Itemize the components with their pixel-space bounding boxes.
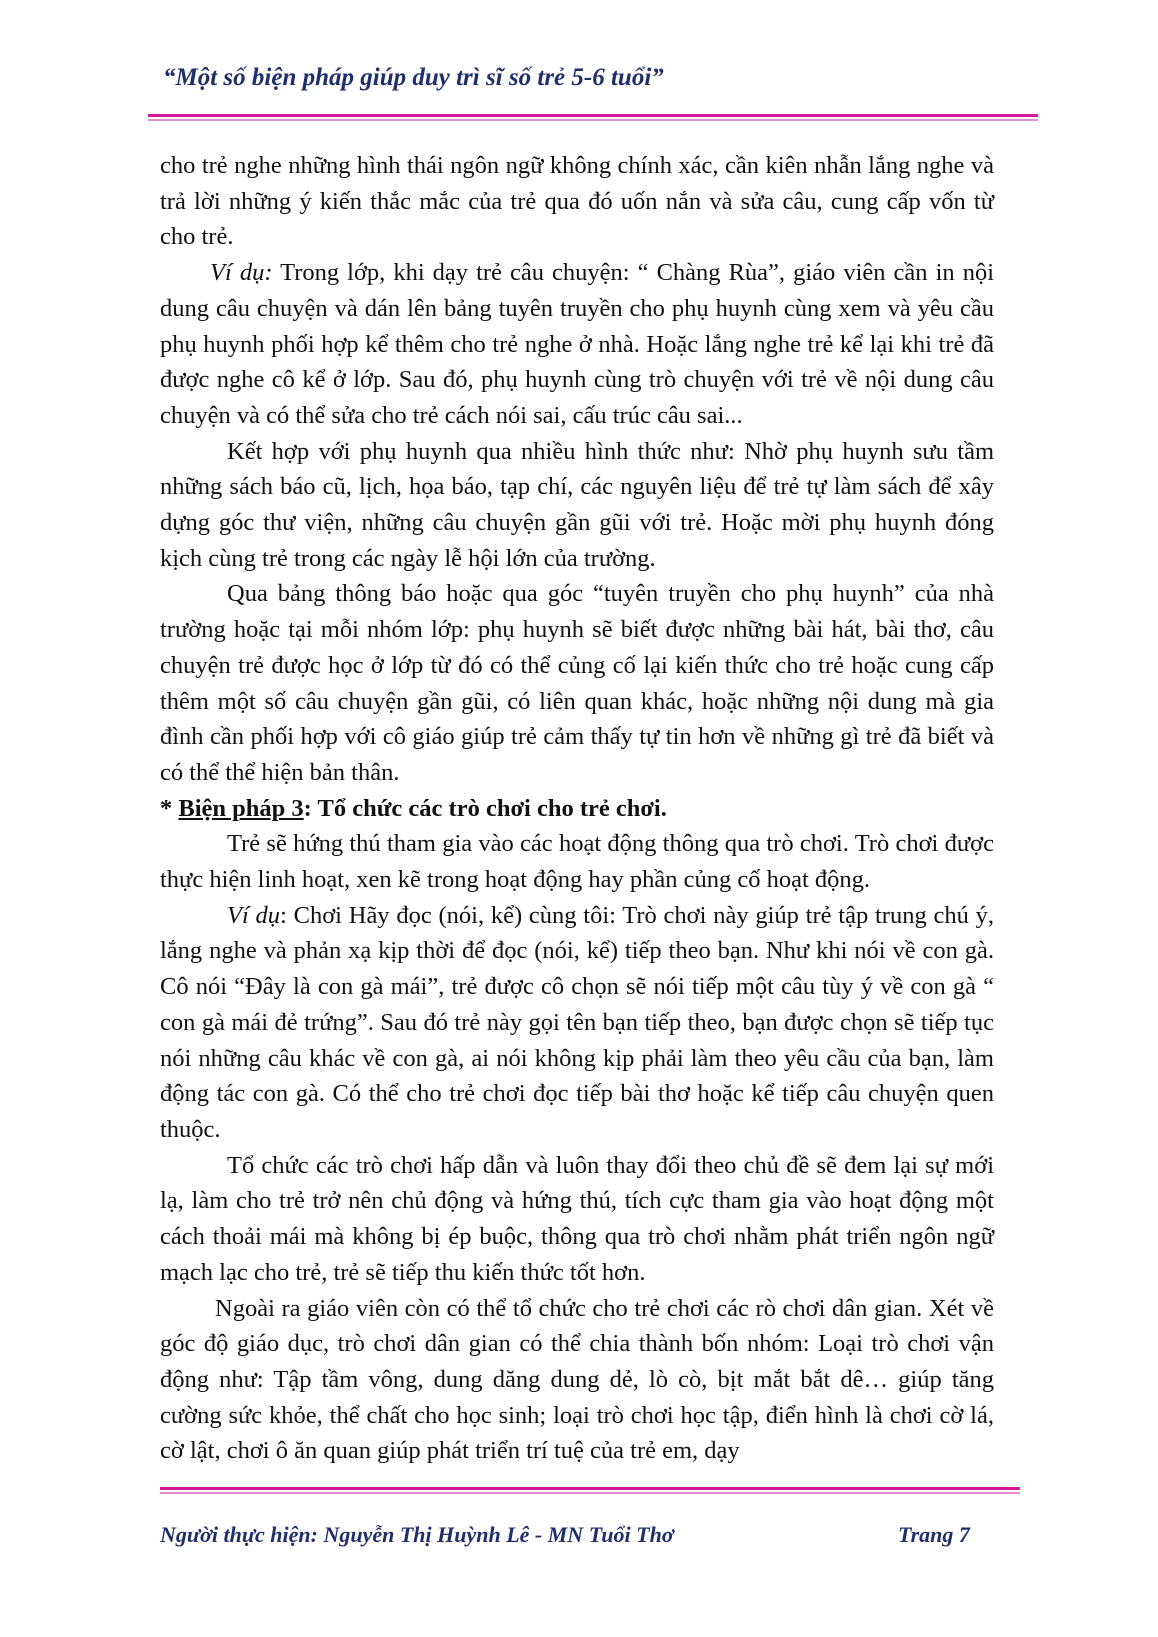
page-label: Trang: [898, 1522, 954, 1547]
footer-page: [898, 1522, 970, 1548]
paragraph: Qua bảng thông báo hoặc qua góc “tuyên truyền cho phụ huynh” của nhà trường hoặc tại mỗi nhóm lớp: phụ huynh sẽ biết được những bài hát, bài thơ, câu chuyện trẻ được học ở lớp từ đó có thể củng cố lại kiến thức cho trẻ hoặc cung cấp thêm một số câu chuyện gần gũi, có liên quan khác, hoặc những nội dung mà gia đình cần phối hợp với cô giáo giúp trẻ cảm thấy tự tin hơn về những gì trẻ đã biết và có thể thể hiện bản thân.: [160, 580, 994, 786]
example-label: Ví dụ:: [210, 259, 273, 287]
section-heading: [160, 791, 994, 827]
footer-divider: [160, 1487, 1020, 1494]
page-header-title: “Một số biện pháp giúp duy trì sĩ số trẻ 5-6 tuổi”: [163, 64, 664, 91]
example-label: Ví dụ: [227, 901, 281, 929]
paragraph: Ngoài ra giáo viên còn có thể tổ chức cho trẻ chơi các rò chơi dân gian. Xét về góc độ giáo dục, trò chơi dân gian có thể chia thành bốn nhóm: Loại trò chơi vận động như: Tập tầm vông, dung dăng dung dẻ, lò cò, bịt mắt bắt dê… giúp tăng cường sức khỏe, thể chất cho học sinh; loại trò chơi học tập, điển hình là chơi cờ lá, cờ lật, chơi ô ăn quan giúp phát triển trí tuệ của trẻ em, dạy: [160, 1294, 994, 1465]
document-body: [160, 148, 994, 1469]
paragraph-text: Trong lớp, khi dạy trẻ câu chuyện: “ Chàng Rùa”, giáo viên cần in nội dung câu chuyện và dán lên bảng tuyên truyền cho phụ huynh cùng xem và yêu cầu phụ huynh phối hợp kể thêm cho trẻ nghe ở nhà. Hoặc lắng nghe trẻ kể lại khi trẻ đã được nghe cô kể ở lớp. Sau đó, phụ huynh cùng trò chuyện với trẻ về nội dung câu chuyện và có thể sửa cho trẻ cách nói sai, cấu trúc câu sai...: [160, 259, 994, 429]
paragraph: [160, 255, 994, 434]
heading-label: Biện pháp 3: [178, 794, 304, 822]
header-divider: [148, 114, 1038, 121]
heading-text: : Tổ chức các trò chơi cho trẻ chơi.: [303, 794, 667, 822]
heading-bullet: *: [160, 794, 179, 822]
paragraph: Trẻ sẽ hứng thú tham gia vào các hoạt động thông qua trò chơi. Trò chơi được thực hiện linh hoạt, xen kẽ trong hoạt động hay phần củng cố hoạt động.: [160, 830, 994, 894]
paragraph: cho trẻ nghe những hình thái ngôn ngữ không chính xác, cần kiên nhẫn lắng nghe và trả lời những ý kiến thắc mắc của trẻ qua đó uốn nắn và sửa câu, cung cấp vốn từ cho trẻ.: [160, 152, 994, 251]
footer-author: Người thực hiện: Nguyễn Thị Huỳnh Lê - MN Tuổi Thơ: [160, 1522, 674, 1547]
paragraph: Kết hợp với phụ huynh qua nhiều hình thức như: Nhờ phụ huynh sưu tầm những sách báo cũ, lịch, họa báo, tạp chí, các nguyên liệu để trẻ tự làm sách để xây dựng góc thư viện, những câu chuyện gần gũi với trẻ. Hoặc mời phụ huynh đóng kịch cùng trẻ trong các ngày lễ hội lớn của trường.: [160, 437, 994, 572]
paragraph: Tổ chức các trò chơi hấp dẫn và luôn thay đổi theo chủ đề sẽ đem lại sự mới lạ, làm cho trẻ trở nên chủ động và hứng thú, tích cực tham gia vào hoạt động một cách thoải mái mà không bị ép buộc, thông qua trò chơi nhằm phát triển ngôn ngữ mạch lạc cho trẻ, trẻ sẽ tiếp thu kiến thức tốt hơn.: [160, 1151, 994, 1286]
paragraph: [160, 898, 994, 1148]
paragraph-text: : Chơi Hãy đọc (nói, kể) cùng tôi: Trò chơi này giúp trẻ tập trung chú ý, lắng nghe và phản xạ kịp thời để đọc (nói, kể) tiếp theo bạn. Như khi nói về con gà. Cô nói “Đây là con gà mái”, trẻ được cô chọn sẽ nói tiếp một câu tùy ý về con gà “ con gà mái đẻ trứng”. Sau đó trẻ này gọi tên bạn tiếp theo, bạn được chọn sẽ tiếp tục nói những câu khác về con gà, ai nói không kịp phải làm theo yêu cầu của bạn, làm động tác con gà. Có thể cho trẻ chơi đọc tiếp bài thơ hoặc kể tiếp câu chuyện quen thuộc.: [160, 901, 994, 1143]
page-number: 7: [958, 1522, 970, 1547]
